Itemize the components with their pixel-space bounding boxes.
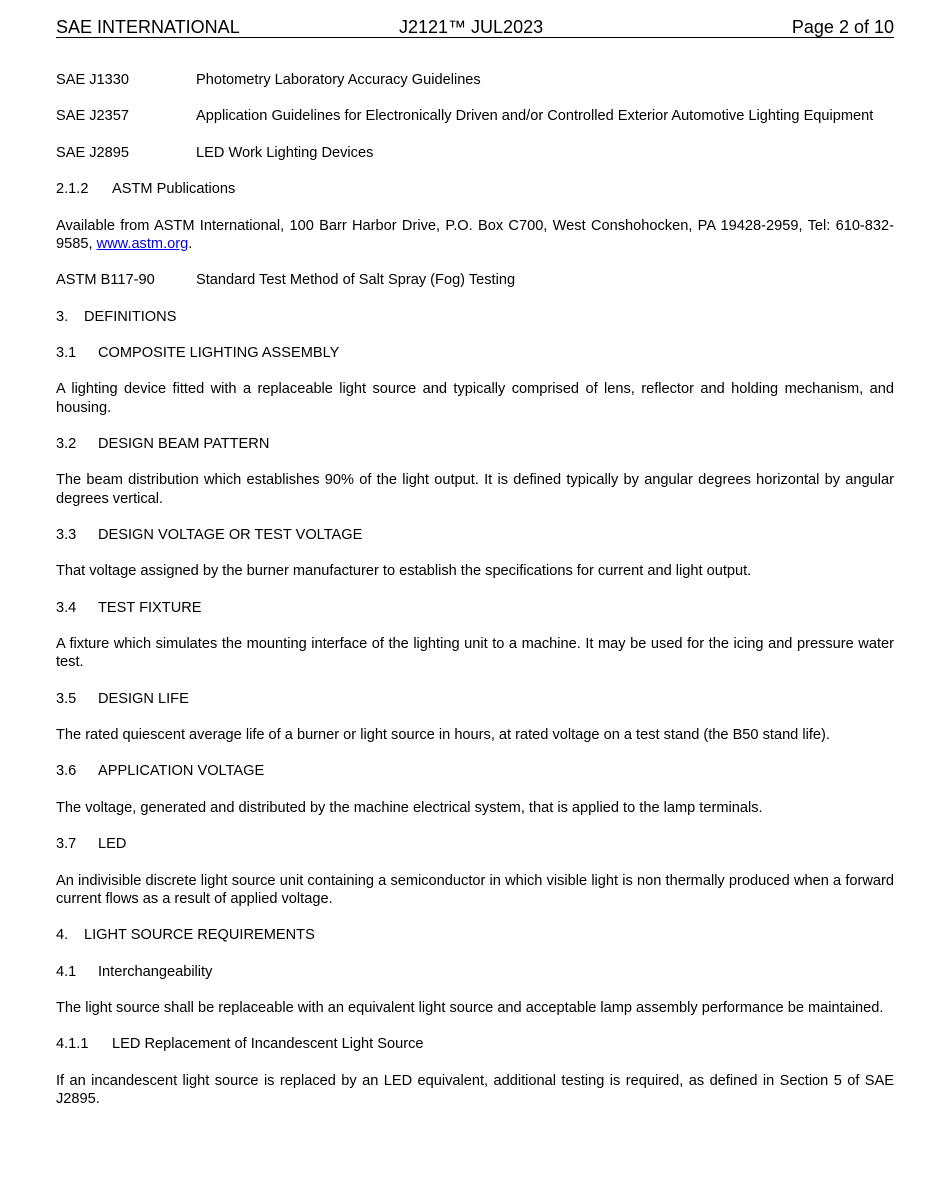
section-title: DEFINITIONS: [84, 308, 177, 325]
section-heading: [56, 690, 894, 708]
section-heading: [56, 344, 894, 362]
section-title: DESIGN VOLTAGE OR TEST VOLTAGE: [98, 526, 363, 543]
paragraph-end: .: [188, 235, 193, 252]
section-title: LED Replacement of Incandescent Light Source: [112, 1036, 424, 1053]
paragraph: The rated quiescent average life of a burner or light source in hours, at rated voltage on a test stand (the B50 stand life).: [56, 727, 830, 744]
section-title: APPLICATION VOLTAGE: [98, 763, 265, 780]
reference-title: LED Work Lighting Devices: [196, 144, 374, 161]
section-number: 3.3: [56, 526, 77, 543]
reference-entry: [56, 271, 894, 289]
header-doc-id: J2121™ JUL2023: [399, 17, 544, 37]
paragraph: That voltage assigned by the burner manufacturer to establish the specifications for current and light output.: [56, 563, 752, 580]
section-heading: [56, 926, 894, 944]
paragraph: A lighting device fitted with a replaceable light source and typically comprised of lens, reflector and holding mechanism, and housing.: [56, 381, 894, 416]
section-number: 3.1: [56, 344, 77, 361]
section-number: 3.: [56, 308, 69, 325]
section-title: DESIGN BEAM PATTERN: [98, 435, 270, 452]
section-heading: [56, 599, 894, 617]
reference-title: Application Guidelines for Electronically Driven and/or Controlled Exterior Automotive Lighting Equipment: [196, 108, 874, 125]
section-number: 3.7: [56, 836, 77, 853]
section-title: LIGHT SOURCE REQUIREMENTS: [84, 927, 315, 944]
section-title: Interchangeability: [98, 963, 213, 980]
section-title: DESIGN LIFE: [98, 690, 189, 707]
section-heading: [56, 526, 894, 544]
section-heading: [56, 308, 894, 326]
section-title: ASTM Publications: [112, 181, 236, 198]
section-title: TEST FIXTURE: [98, 599, 202, 616]
reference-entry: [56, 107, 894, 125]
section-heading: [56, 835, 894, 853]
section-heading: [56, 435, 894, 453]
reference-title: Standard Test Method of Salt Spray (Fog) Testing: [196, 272, 516, 289]
reference-id: SAE J2357: [56, 108, 130, 125]
paragraph: The beam distribution which establishes 90% of the light output. It is defined typically by angular degrees horizontal by angular degrees vertical.: [56, 472, 894, 507]
section-number: 3.5: [56, 690, 77, 707]
paragraph: If an incandescent light source is replaced by an LED equivalent, additional testing is required, as defined in Section 5 of SAE J2895.: [56, 1072, 894, 1107]
paragraph: A fixture which simulates the mounting interface of the lighting unit to a machine. It may be used for the icing and pressure water test.: [56, 636, 894, 671]
paragraph: [56, 217, 894, 253]
section-number: 3.6: [56, 763, 77, 780]
astm-link[interactable]: www.astm.org: [96, 235, 189, 252]
section-number: 4.1: [56, 963, 77, 980]
header-org: SAE INTERNATIONAL: [56, 17, 240, 37]
section-number: 2.1.2: [56, 181, 89, 198]
section-title: COMPOSITE LIGHTING ASSEMBLY: [98, 344, 340, 361]
paragraph-text: Available from ASTM International, 100 Barr Harbor Drive, P.O. Box C700, West Conshohocken, PA 19428-2959, Tel: 610-832-9585,: [56, 217, 894, 252]
section-heading: [56, 180, 894, 198]
section-number: 3.4: [56, 599, 77, 616]
section-number: 3.2: [56, 435, 77, 452]
page-header: [56, 17, 894, 38]
reference-id: ASTM B117-90: [56, 272, 155, 289]
reference-entry: [56, 71, 894, 89]
reference-id: SAE J1330: [56, 72, 130, 88]
reference-entry: [56, 144, 894, 162]
section-heading: [56, 762, 894, 780]
header-page-number: Page 2 of 10: [791, 17, 894, 37]
section-heading: [56, 963, 894, 981]
paragraph: The light source shall be replaceable with an equivalent light source and acceptable lamp assembly performance be maintained.: [56, 1000, 884, 1016]
section-title: LED: [98, 836, 127, 853]
document-body: [56, 71, 894, 1126]
section-number: 4.: [56, 927, 69, 944]
section-number: 4.1.1: [56, 1036, 89, 1053]
reference-id: SAE J2895: [56, 144, 130, 161]
paragraph: The voltage, generated and distributed by the machine electrical system, that is applied to the lamp terminals.: [56, 799, 763, 816]
reference-title: Photometry Laboratory Accuracy Guidelines: [196, 72, 481, 88]
paragraph: An indivisible discrete light source unit containing a semiconductor in which visible light is non thermally produced when a forward current flows as a result of applied voltage.: [56, 872, 894, 907]
section-heading: [56, 1035, 894, 1053]
